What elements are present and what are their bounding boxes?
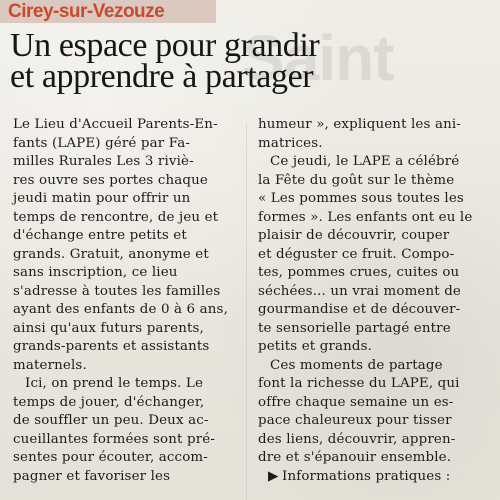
- paragraph-5: [258, 357, 486, 468]
- headline-line-2: et apprendre à partager: [10, 58, 314, 95]
- text-line: offre chaque semaine un es-: [258, 394, 454, 410]
- text-line: humeur », expliquent les ani-: [258, 117, 461, 132]
- text-line: dre et s'épanouir ensemble.: [258, 450, 452, 465]
- text-line: temps de jouer, d'échanger,: [13, 394, 205, 410]
- bullet-icon: ▶: [268, 468, 279, 484]
- text-line: milles Rurales Les 3 riviè-: [13, 154, 194, 169]
- text-line: te sensorielle partagé entre: [258, 320, 451, 336]
- text-line: sans inscription, ce lieu: [13, 265, 178, 280]
- text-line: et déguster ce fruit. Compo-: [258, 246, 455, 262]
- info-line: [258, 468, 486, 487]
- locality-title: Cirey-sur-Vezouze: [8, 1, 165, 22]
- text-line: fants (LAPE) géré par Fa-: [13, 135, 191, 151]
- text-line: Ces moments de partage: [270, 357, 443, 373]
- text-line: pace chaleureux pour tisser: [258, 413, 452, 428]
- info-label: Informations pratiques :: [282, 468, 451, 484]
- text-line: sentes pour écouter, accom-: [13, 450, 208, 465]
- text-line: grands. Gratuit, anonyme et: [13, 246, 209, 262]
- paragraph-3: [258, 116, 486, 153]
- text-line: cueillantes formées sont pré-: [13, 431, 215, 447]
- article-headline: [10, 27, 480, 95]
- text-line: ainsi qu'aux futurs parents,: [13, 320, 204, 336]
- text-line: jeudi matin pour offrir un: [13, 191, 191, 206]
- text-line: la Fête du goût sur le thème: [258, 172, 455, 188]
- text-line: Ce jeudi, le LAPE a célébré: [270, 154, 460, 169]
- text-line: petits et grands.: [258, 339, 373, 354]
- text-line: « Les pommes sous toutes les: [258, 191, 464, 206]
- text-line: font la richesse du LAPE, qui: [258, 376, 460, 391]
- locality-banner: [0, 0, 216, 23]
- text-line: formes ». Les enfants ont eu le: [258, 209, 473, 225]
- text-line: s'adresse à toutes les familles: [13, 283, 221, 299]
- text-line: temps de rencontre, de jeu et: [13, 209, 219, 225]
- text-line: Le Lieu d'Accueil Parents-En-: [13, 117, 218, 132]
- paragraph-6: [258, 468, 486, 487]
- left-column: [13, 116, 241, 486]
- text-line: maternels.: [13, 357, 87, 373]
- text-line: de souffler un peu. Deux ac-: [13, 413, 209, 428]
- text-line: gourmandise et de découver-: [258, 302, 461, 317]
- text-line: pagner et favoriser les: [13, 468, 171, 484]
- text-line: plaisir de découvrir, couper: [258, 228, 450, 243]
- paragraph-4: [258, 153, 486, 357]
- paragraph-1: [13, 116, 241, 375]
- text-line: grands-parents et assistants: [13, 339, 210, 354]
- paragraph-2: [13, 375, 241, 486]
- right-column: [258, 116, 486, 486]
- headline-line-1: Un espace pour grandir: [10, 27, 320, 64]
- text-line: séchées... un vrai moment de: [258, 283, 461, 299]
- background-print-ghost: Saint: [242, 22, 394, 94]
- text-line: des liens, découvrir, appren-: [258, 431, 456, 447]
- text-line: matrices.: [258, 135, 323, 151]
- column-divider: [246, 123, 247, 500]
- text-line: tes, pommes crues, cuites ou: [258, 265, 460, 280]
- text-line: Ici, on prend le temps. Le: [25, 376, 204, 391]
- text-line: res ouvre ses portes chaque: [13, 172, 208, 188]
- text-line: d'échange entre petits et: [13, 228, 187, 243]
- text-line: ayant des enfants de 0 à 6 ans,: [13, 302, 228, 317]
